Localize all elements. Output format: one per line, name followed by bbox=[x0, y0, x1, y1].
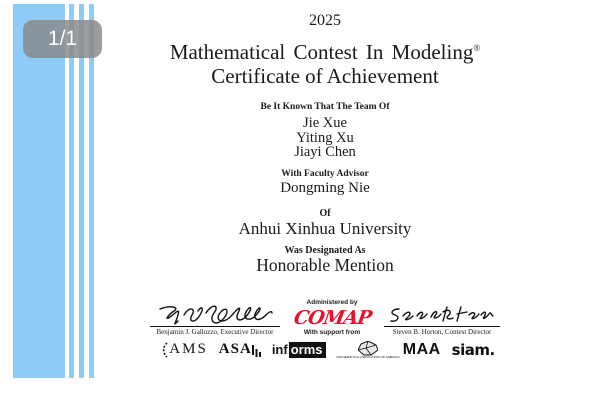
signature-line bbox=[150, 326, 280, 327]
certificate-subtitle: Certificate of Achievement bbox=[211, 64, 439, 88]
page-indicator-label: 1/1 bbox=[47, 27, 78, 50]
advisor-name: Dongming Nie bbox=[280, 179, 370, 196]
informs-logo-boxed: orms bbox=[289, 342, 326, 358]
comap-logo-block bbox=[291, 298, 373, 337]
left-thin-stripe-2 bbox=[79, 4, 84, 378]
registered-mark: ® bbox=[473, 43, 481, 53]
contest-director-caption: Steven B. Horton, Contest Director bbox=[392, 327, 492, 336]
maa-logo-text: MAA bbox=[402, 340, 441, 358]
support-from-label: With support from bbox=[303, 328, 361, 336]
ams-logo bbox=[155, 341, 208, 359]
maa-sub-text: MATHEMATICAL ASSOCIATION OF AMERICA bbox=[336, 354, 400, 359]
left-thin-stripe-3 bbox=[89, 4, 94, 378]
team-member-3: Jiayi Chen bbox=[294, 144, 356, 160]
page-indicator-badge bbox=[23, 20, 102, 58]
sponsor-logos-row bbox=[95, 341, 555, 359]
ams-arc-icon bbox=[155, 341, 169, 359]
informs-logo bbox=[272, 342, 326, 358]
designation-value: Honorable Mention bbox=[256, 254, 394, 275]
asa-bars-icon bbox=[252, 343, 261, 357]
asa-logo-text: ASA bbox=[218, 341, 252, 357]
certificate-year: 2025 bbox=[309, 12, 341, 29]
of-label: Of bbox=[319, 207, 331, 219]
executive-director-signature-block bbox=[150, 301, 280, 337]
left-band-decoration bbox=[13, 4, 65, 378]
certificate-title bbox=[95, 36, 555, 64]
informs-logo-prefix: inf bbox=[271, 342, 288, 357]
executive-director-caption: Benjamin J. Galluzzo, Executive Director bbox=[156, 327, 274, 336]
asa-logo bbox=[219, 341, 261, 358]
contest-director-signature-block bbox=[384, 303, 500, 337]
certificate-document bbox=[95, 0, 555, 400]
maa-icon-wrap bbox=[337, 341, 400, 359]
team-members-list bbox=[95, 116, 555, 160]
institution-name: Anhui Xinhua University bbox=[238, 218, 412, 238]
designation-label: Was Designated As bbox=[284, 244, 366, 256]
certificate-title-text: Mathematical Contest In Modeling bbox=[169, 40, 474, 64]
ams-logo-text: AMS bbox=[169, 341, 208, 357]
left-thin-stripe-1 bbox=[69, 4, 74, 378]
benjamin-galluzzo-signature bbox=[154, 301, 276, 329]
maa-gem-icon bbox=[358, 341, 378, 356]
administered-by-label: Administered by bbox=[306, 298, 358, 306]
signature-line bbox=[384, 326, 500, 327]
comap-logo: COMAP bbox=[291, 306, 373, 329]
siam-logo: siam. bbox=[451, 340, 495, 359]
team-member-2: Yiting Xu bbox=[296, 129, 354, 146]
maa-logo bbox=[337, 341, 441, 359]
signatures-row bbox=[95, 299, 555, 337]
team-member-1: Jie Xue bbox=[303, 115, 347, 131]
advisor-label: With Faculty Advisor bbox=[281, 168, 369, 179]
team-label: Be It Known That The Team Of bbox=[260, 102, 390, 112]
